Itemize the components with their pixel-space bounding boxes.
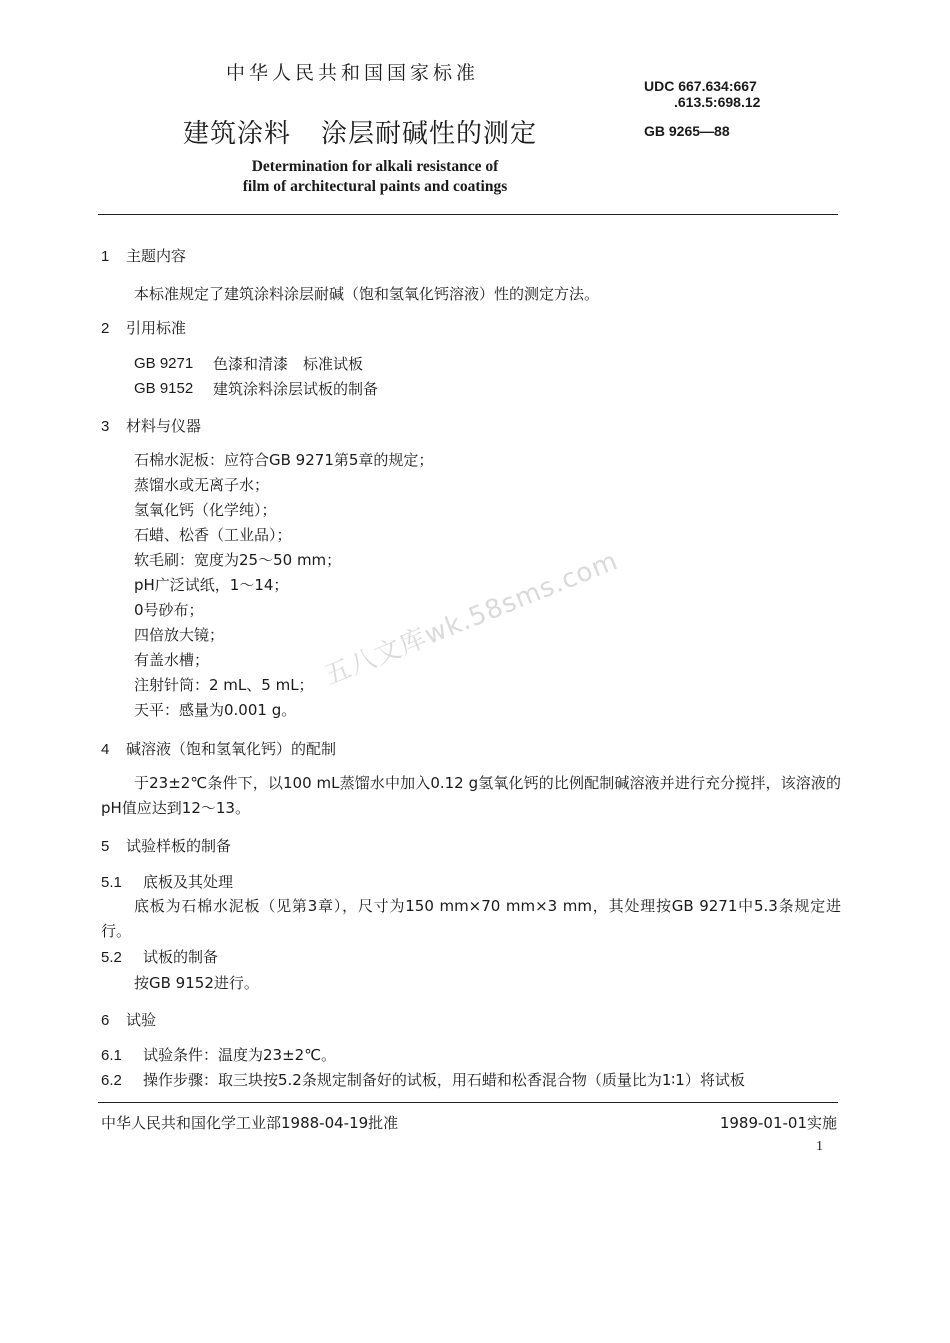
list-item: 天平：感量为0.001 g。 [134,701,297,719]
section-6-2 [101,1069,745,1090]
section-5-1-heading [101,871,233,892]
udc-code-line2: .613.5:698.12 [674,94,761,110]
list-item: 有盖水槽； [134,651,210,669]
list-item: 四倍放大镜； [134,626,225,644]
title-english-line2: film of architectural paints and coatings [242,178,508,195]
list-item: 氢氧化钙（化学纯）； [134,501,277,519]
section-title: 主题内容 [126,247,187,265]
section-6-1 [101,1044,336,1065]
section-number: 5 [101,838,110,855]
section-1-text: 本标准规定了建筑涂料涂层耐碱（饱和氢氧化钙溶液）性的测定方法。 [134,285,600,303]
section-1-heading [101,245,186,266]
materials-list [134,448,433,723]
section-number: 5.1 [101,874,122,891]
section-5-heading [101,835,231,856]
watermark: 五八文库wk.58sms.com [320,545,623,692]
section-title: 试板的制备 [143,948,219,966]
reference-code: GB 9152 [134,380,194,397]
header-divider [98,214,838,215]
issuing-authority: 中华人民共和国国家标准 [226,62,480,84]
reference-name: 色漆和清漆 标准试板 [213,355,364,373]
section-title: 碱溶液（饱和氢氧化钙）的配制 [126,740,337,758]
section-4-text: 于23±2℃条件下，以100 mL蒸馏水中加入0.12 g氢氧化钙的比例配制碱溶液并进行充分搅拌，该溶液的pH值应达到12～13。 [101,774,841,817]
section-number: 6.2 [101,1072,122,1089]
list-item: 蒸馏水或无离子水； [134,476,270,494]
reference-list [134,351,378,401]
title-chinese [183,113,537,150]
section-3-heading [101,415,201,436]
section-5-2-text: 按GB 9152进行。 [134,974,259,992]
list-item: pH广泛试纸，1～14； [134,576,289,594]
section-title: 底板及其处理 [143,873,234,891]
section-5-2-heading [101,946,218,967]
section-title: 试验 [126,1011,157,1029]
section-number: 6 [101,1012,110,1029]
title-cn-part1: 建筑涂料 [183,119,292,149]
section-2-heading [101,317,186,338]
list-item: 0号砂布； [134,601,204,619]
section-number: 1 [101,248,110,265]
section-text: 试验条件：温度为23±2℃。 [143,1046,337,1064]
reference-name: 建筑涂料涂层试板的制备 [213,380,379,398]
section-text: 操作步骤：取三块按5.2条规定制备好的试板，用石蜡和松香混合物（质量比为1∶1）将试板 [143,1071,745,1089]
section-number: 6.1 [101,1047,122,1064]
section-number: 2 [101,320,110,337]
footer-divider [98,1102,838,1103]
section-number: 5.2 [101,949,122,966]
reference-row [134,351,378,376]
section-5-1-text: 底板为石棉水泥板（见第3章），尺寸为150 mm×70 mm×3 mm，其处理按GB 9271中5.3条规定进行。 [101,897,841,940]
section-number: 3 [101,418,110,435]
section-4-heading [101,738,336,759]
implementation-date: 1989-01-01实施 [719,1114,837,1132]
section-number: 4 [101,741,110,758]
page-number: 1 [816,1139,823,1154]
title-english-line1: Determination for alkali resistance of [251,158,499,175]
udc-code-line1: UDC 667.634:667 [644,78,757,94]
list-item: 石蜡、松香（工业品）； [134,526,292,544]
section-title: 试验样板的制备 [126,837,232,855]
standard-number: GB 9265—88 [644,123,730,139]
reference-code: GB 9271 [134,355,194,372]
reference-row [134,376,378,401]
approval-line: 中华人民共和国化学工业部1988-04-19批准 [101,1114,399,1132]
list-item: 软毛刷：宽度为25～50 mm； [134,551,342,569]
section-6-heading [101,1009,156,1030]
title-cn-part2: 涂层耐碱性的测定 [321,119,538,149]
section-title: 材料与仪器 [126,417,202,435]
list-item: 注射针筒：2 mL、5 mL； [134,676,314,694]
list-item: 石棉水泥板：应符合GB 9271第5章的规定； [134,451,434,469]
section-title: 引用标准 [126,319,187,337]
